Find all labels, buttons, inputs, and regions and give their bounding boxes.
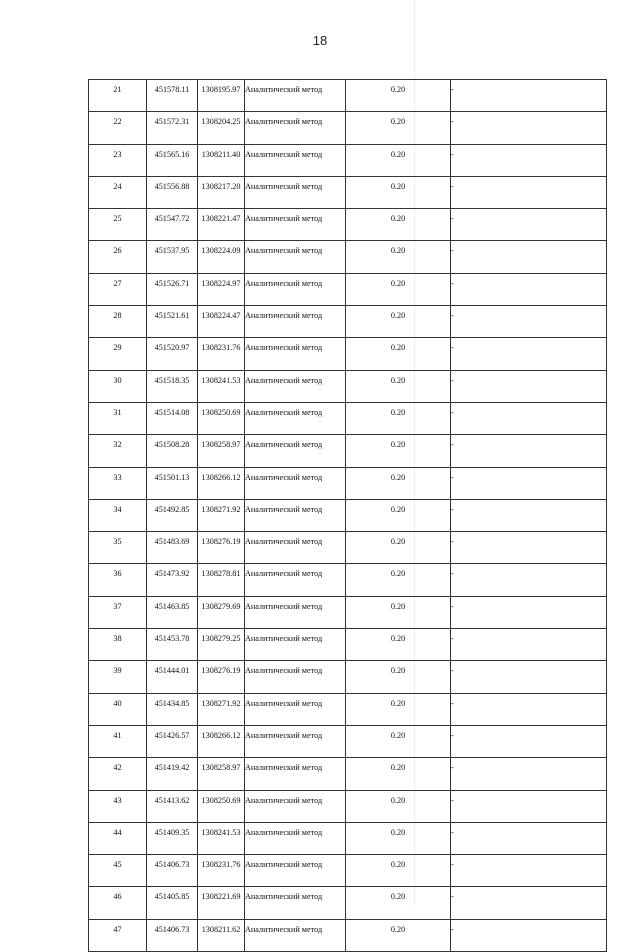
x-coordinate-cell: 451526.71	[147, 273, 198, 305]
method-cell: Аналитический метод	[245, 629, 346, 661]
y-coordinate-cell: 1308241.53	[198, 370, 245, 402]
y-coordinate-cell: 1308276.19	[198, 661, 245, 693]
method-cell: Аналитический метод	[245, 80, 346, 112]
point-number-cell: 35	[89, 532, 147, 564]
x-coordinate-cell: 451508.28	[147, 435, 198, 467]
note-cell: -	[451, 338, 607, 370]
table-row	[89, 499, 607, 531]
accuracy-cell: 0.20	[346, 661, 451, 693]
table-row	[89, 629, 607, 661]
table-row	[89, 661, 607, 693]
table-row	[89, 887, 607, 919]
table-row	[89, 338, 607, 370]
point-number-cell: 29	[89, 338, 147, 370]
accuracy-cell: 0.20	[346, 80, 451, 112]
method-cell: Аналитический метод	[245, 661, 346, 693]
y-coordinate-cell: 1308258.97	[198, 435, 245, 467]
note-cell: -	[451, 467, 607, 499]
note-cell: -	[451, 241, 607, 273]
accuracy-cell: 0.20	[346, 629, 451, 661]
y-coordinate-cell: 1308195.97	[198, 80, 245, 112]
accuracy-cell: 0.20	[346, 467, 451, 499]
note-cell: -	[451, 855, 607, 887]
point-number-cell: 32	[89, 435, 147, 467]
note-cell: -	[451, 306, 607, 338]
y-coordinate-cell: 1308231.76	[198, 855, 245, 887]
x-coordinate-cell: 451514.08	[147, 402, 198, 434]
point-number-cell: 47	[89, 919, 147, 951]
method-cell: Аналитический метод	[245, 176, 346, 208]
method-cell: Аналитический метод	[245, 273, 346, 305]
table-row	[89, 564, 607, 596]
point-number-cell: 37	[89, 596, 147, 628]
y-coordinate-cell: 1308266.12	[198, 467, 245, 499]
y-coordinate-cell: 1308278.81	[198, 564, 245, 596]
point-number-cell: 25	[89, 209, 147, 241]
accuracy-cell: 0.20	[346, 919, 451, 951]
method-cell: Аналитический метод	[245, 855, 346, 887]
accuracy-cell: 0.20	[346, 370, 451, 402]
y-coordinate-cell: 1308211.62	[198, 919, 245, 951]
accuracy-cell: 0.20	[346, 176, 451, 208]
method-cell: Аналитический метод	[245, 887, 346, 919]
note-cell: -	[451, 402, 607, 434]
point-number-cell: 30	[89, 370, 147, 402]
coordinates-table	[88, 79, 607, 952]
note-cell: -	[451, 273, 607, 305]
x-coordinate-cell: 451556.88	[147, 176, 198, 208]
note-cell: -	[451, 758, 607, 790]
table-row	[89, 758, 607, 790]
y-coordinate-cell: 1308211.40	[198, 144, 245, 176]
note-cell: -	[451, 209, 607, 241]
note-cell: -	[451, 629, 607, 661]
x-coordinate-cell: 451565.16	[147, 144, 198, 176]
table-row	[89, 176, 607, 208]
method-cell: Аналитический метод	[245, 725, 346, 757]
accuracy-cell: 0.20	[346, 887, 451, 919]
table-row	[89, 241, 607, 273]
method-cell: Аналитический метод	[245, 435, 346, 467]
method-cell: Аналитический метод	[245, 144, 346, 176]
x-coordinate-cell: 451572.31	[147, 112, 198, 144]
point-number-cell: 41	[89, 725, 147, 757]
accuracy-cell: 0.20	[346, 564, 451, 596]
point-number-cell: 36	[89, 564, 147, 596]
table-row	[89, 370, 607, 402]
table-row	[89, 435, 607, 467]
method-cell: Аналитический метод	[245, 467, 346, 499]
point-number-cell: 28	[89, 306, 147, 338]
note-cell: -	[451, 176, 607, 208]
accuracy-cell: 0.20	[346, 273, 451, 305]
method-cell: Аналитический метод	[245, 499, 346, 531]
accuracy-cell: 0.20	[346, 790, 451, 822]
point-number-cell: 31	[89, 402, 147, 434]
table-row	[89, 306, 607, 338]
accuracy-cell: 0.20	[346, 306, 451, 338]
table-row	[89, 532, 607, 564]
point-number-cell: 33	[89, 467, 147, 499]
note-cell: -	[451, 822, 607, 854]
accuracy-cell: 0.20	[346, 725, 451, 757]
y-coordinate-cell: 1308279.25	[198, 629, 245, 661]
x-coordinate-cell: 451406.73	[147, 919, 198, 951]
y-coordinate-cell: 1308231.76	[198, 338, 245, 370]
point-number-cell: 40	[89, 693, 147, 725]
table-row	[89, 144, 607, 176]
method-cell: Аналитический метод	[245, 209, 346, 241]
x-coordinate-cell: 451444.01	[147, 661, 198, 693]
note-cell: -	[451, 564, 607, 596]
y-coordinate-cell: 1308258.97	[198, 758, 245, 790]
point-number-cell: 38	[89, 629, 147, 661]
y-coordinate-cell: 1308271.92	[198, 693, 245, 725]
note-cell: -	[451, 725, 607, 757]
note-cell: -	[451, 435, 607, 467]
coordinates-table-body	[89, 80, 607, 952]
x-coordinate-cell: 451434.85	[147, 693, 198, 725]
point-number-cell: 22	[89, 112, 147, 144]
accuracy-cell: 0.20	[346, 402, 451, 434]
x-coordinate-cell: 451473.92	[147, 564, 198, 596]
y-coordinate-cell: 1308266.12	[198, 725, 245, 757]
x-coordinate-cell: 451405.85	[147, 887, 198, 919]
table-row	[89, 209, 607, 241]
note-cell: -	[451, 144, 607, 176]
table-row	[89, 919, 607, 951]
point-number-cell: 27	[89, 273, 147, 305]
y-coordinate-cell: 1308279.69	[198, 596, 245, 628]
y-coordinate-cell: 1308276.19	[198, 532, 245, 564]
method-cell: Аналитический метод	[245, 370, 346, 402]
x-coordinate-cell: 451537.95	[147, 241, 198, 273]
y-coordinate-cell: 1308217.20	[198, 176, 245, 208]
method-cell: Аналитический метод	[245, 693, 346, 725]
table-row	[89, 80, 607, 112]
point-number-cell: 42	[89, 758, 147, 790]
point-number-cell: 43	[89, 790, 147, 822]
method-cell: Аналитический метод	[245, 112, 346, 144]
method-cell: Аналитический метод	[245, 306, 346, 338]
method-cell: Аналитический метод	[245, 919, 346, 951]
note-cell: -	[451, 112, 607, 144]
accuracy-cell: 0.20	[346, 338, 451, 370]
x-coordinate-cell: 451521.61	[147, 306, 198, 338]
method-cell: Аналитический метод	[245, 790, 346, 822]
note-cell: -	[451, 693, 607, 725]
accuracy-cell: 0.20	[346, 855, 451, 887]
x-coordinate-cell: 451419.42	[147, 758, 198, 790]
accuracy-cell: 0.20	[346, 693, 451, 725]
method-cell: Аналитический метод	[245, 338, 346, 370]
accuracy-cell: 0.20	[346, 596, 451, 628]
table-row	[89, 725, 607, 757]
y-coordinate-cell: 1308224.09	[198, 241, 245, 273]
accuracy-cell: 0.20	[346, 209, 451, 241]
point-number-cell: 26	[89, 241, 147, 273]
note-cell: -	[451, 370, 607, 402]
x-coordinate-cell: 451578.11	[147, 80, 198, 112]
note-cell: -	[451, 80, 607, 112]
note-cell: -	[451, 661, 607, 693]
y-coordinate-cell: 1308250.69	[198, 790, 245, 822]
x-coordinate-cell: 451547.72	[147, 209, 198, 241]
accuracy-cell: 0.20	[346, 758, 451, 790]
method-cell: Аналитический метод	[245, 822, 346, 854]
y-coordinate-cell: 1308221.47	[198, 209, 245, 241]
accuracy-cell: 0.20	[346, 241, 451, 273]
x-coordinate-cell: 451426.57	[147, 725, 198, 757]
point-number-cell: 46	[89, 887, 147, 919]
method-cell: Аналитический метод	[245, 596, 346, 628]
y-coordinate-cell: 1308224.47	[198, 306, 245, 338]
note-cell: -	[451, 499, 607, 531]
point-number-cell: 39	[89, 661, 147, 693]
x-coordinate-cell: 451520.97	[147, 338, 198, 370]
table-row	[89, 467, 607, 499]
method-cell: Аналитический метод	[245, 241, 346, 273]
method-cell: Аналитический метод	[245, 402, 346, 434]
table-row	[89, 273, 607, 305]
y-coordinate-cell: 1308241.53	[198, 822, 245, 854]
table-row	[89, 112, 607, 144]
x-coordinate-cell: 451413.62	[147, 790, 198, 822]
accuracy-cell: 0.20	[346, 144, 451, 176]
y-coordinate-cell: 1308204.25	[198, 112, 245, 144]
table-row	[89, 693, 607, 725]
y-coordinate-cell: 1308271.92	[198, 499, 245, 531]
note-cell: -	[451, 532, 607, 564]
note-cell: -	[451, 790, 607, 822]
accuracy-cell: 0.20	[346, 499, 451, 531]
y-coordinate-cell: 1308250.69	[198, 402, 245, 434]
method-cell: Аналитический метод	[245, 758, 346, 790]
table-row	[89, 790, 607, 822]
table-row	[89, 402, 607, 434]
accuracy-cell: 0.20	[346, 822, 451, 854]
point-number-cell: 24	[89, 176, 147, 208]
point-number-cell: 34	[89, 499, 147, 531]
point-number-cell: 21	[89, 80, 147, 112]
note-cell: -	[451, 596, 607, 628]
method-cell: Аналитический метод	[245, 564, 346, 596]
x-coordinate-cell: 451463.85	[147, 596, 198, 628]
accuracy-cell: 0.20	[346, 532, 451, 564]
accuracy-cell: 0.20	[346, 112, 451, 144]
y-coordinate-cell: 1308221.69	[198, 887, 245, 919]
page-number: 18	[312, 33, 328, 48]
point-number-cell: 44	[89, 822, 147, 854]
x-coordinate-cell: 451483.69	[147, 532, 198, 564]
note-cell: -	[451, 887, 607, 919]
x-coordinate-cell: 451409.35	[147, 822, 198, 854]
point-number-cell: 45	[89, 855, 147, 887]
x-coordinate-cell: 451518.35	[147, 370, 198, 402]
note-cell: -	[451, 919, 607, 951]
x-coordinate-cell: 451406.73	[147, 855, 198, 887]
table-row	[89, 855, 607, 887]
x-coordinate-cell: 451453.78	[147, 629, 198, 661]
table-row	[89, 596, 607, 628]
accuracy-cell: 0.20	[346, 435, 451, 467]
method-cell: Аналитический метод	[245, 532, 346, 564]
y-coordinate-cell: 1308224.97	[198, 273, 245, 305]
x-coordinate-cell: 451492.85	[147, 499, 198, 531]
table-row	[89, 822, 607, 854]
point-number-cell: 23	[89, 144, 147, 176]
x-coordinate-cell: 451501.13	[147, 467, 198, 499]
